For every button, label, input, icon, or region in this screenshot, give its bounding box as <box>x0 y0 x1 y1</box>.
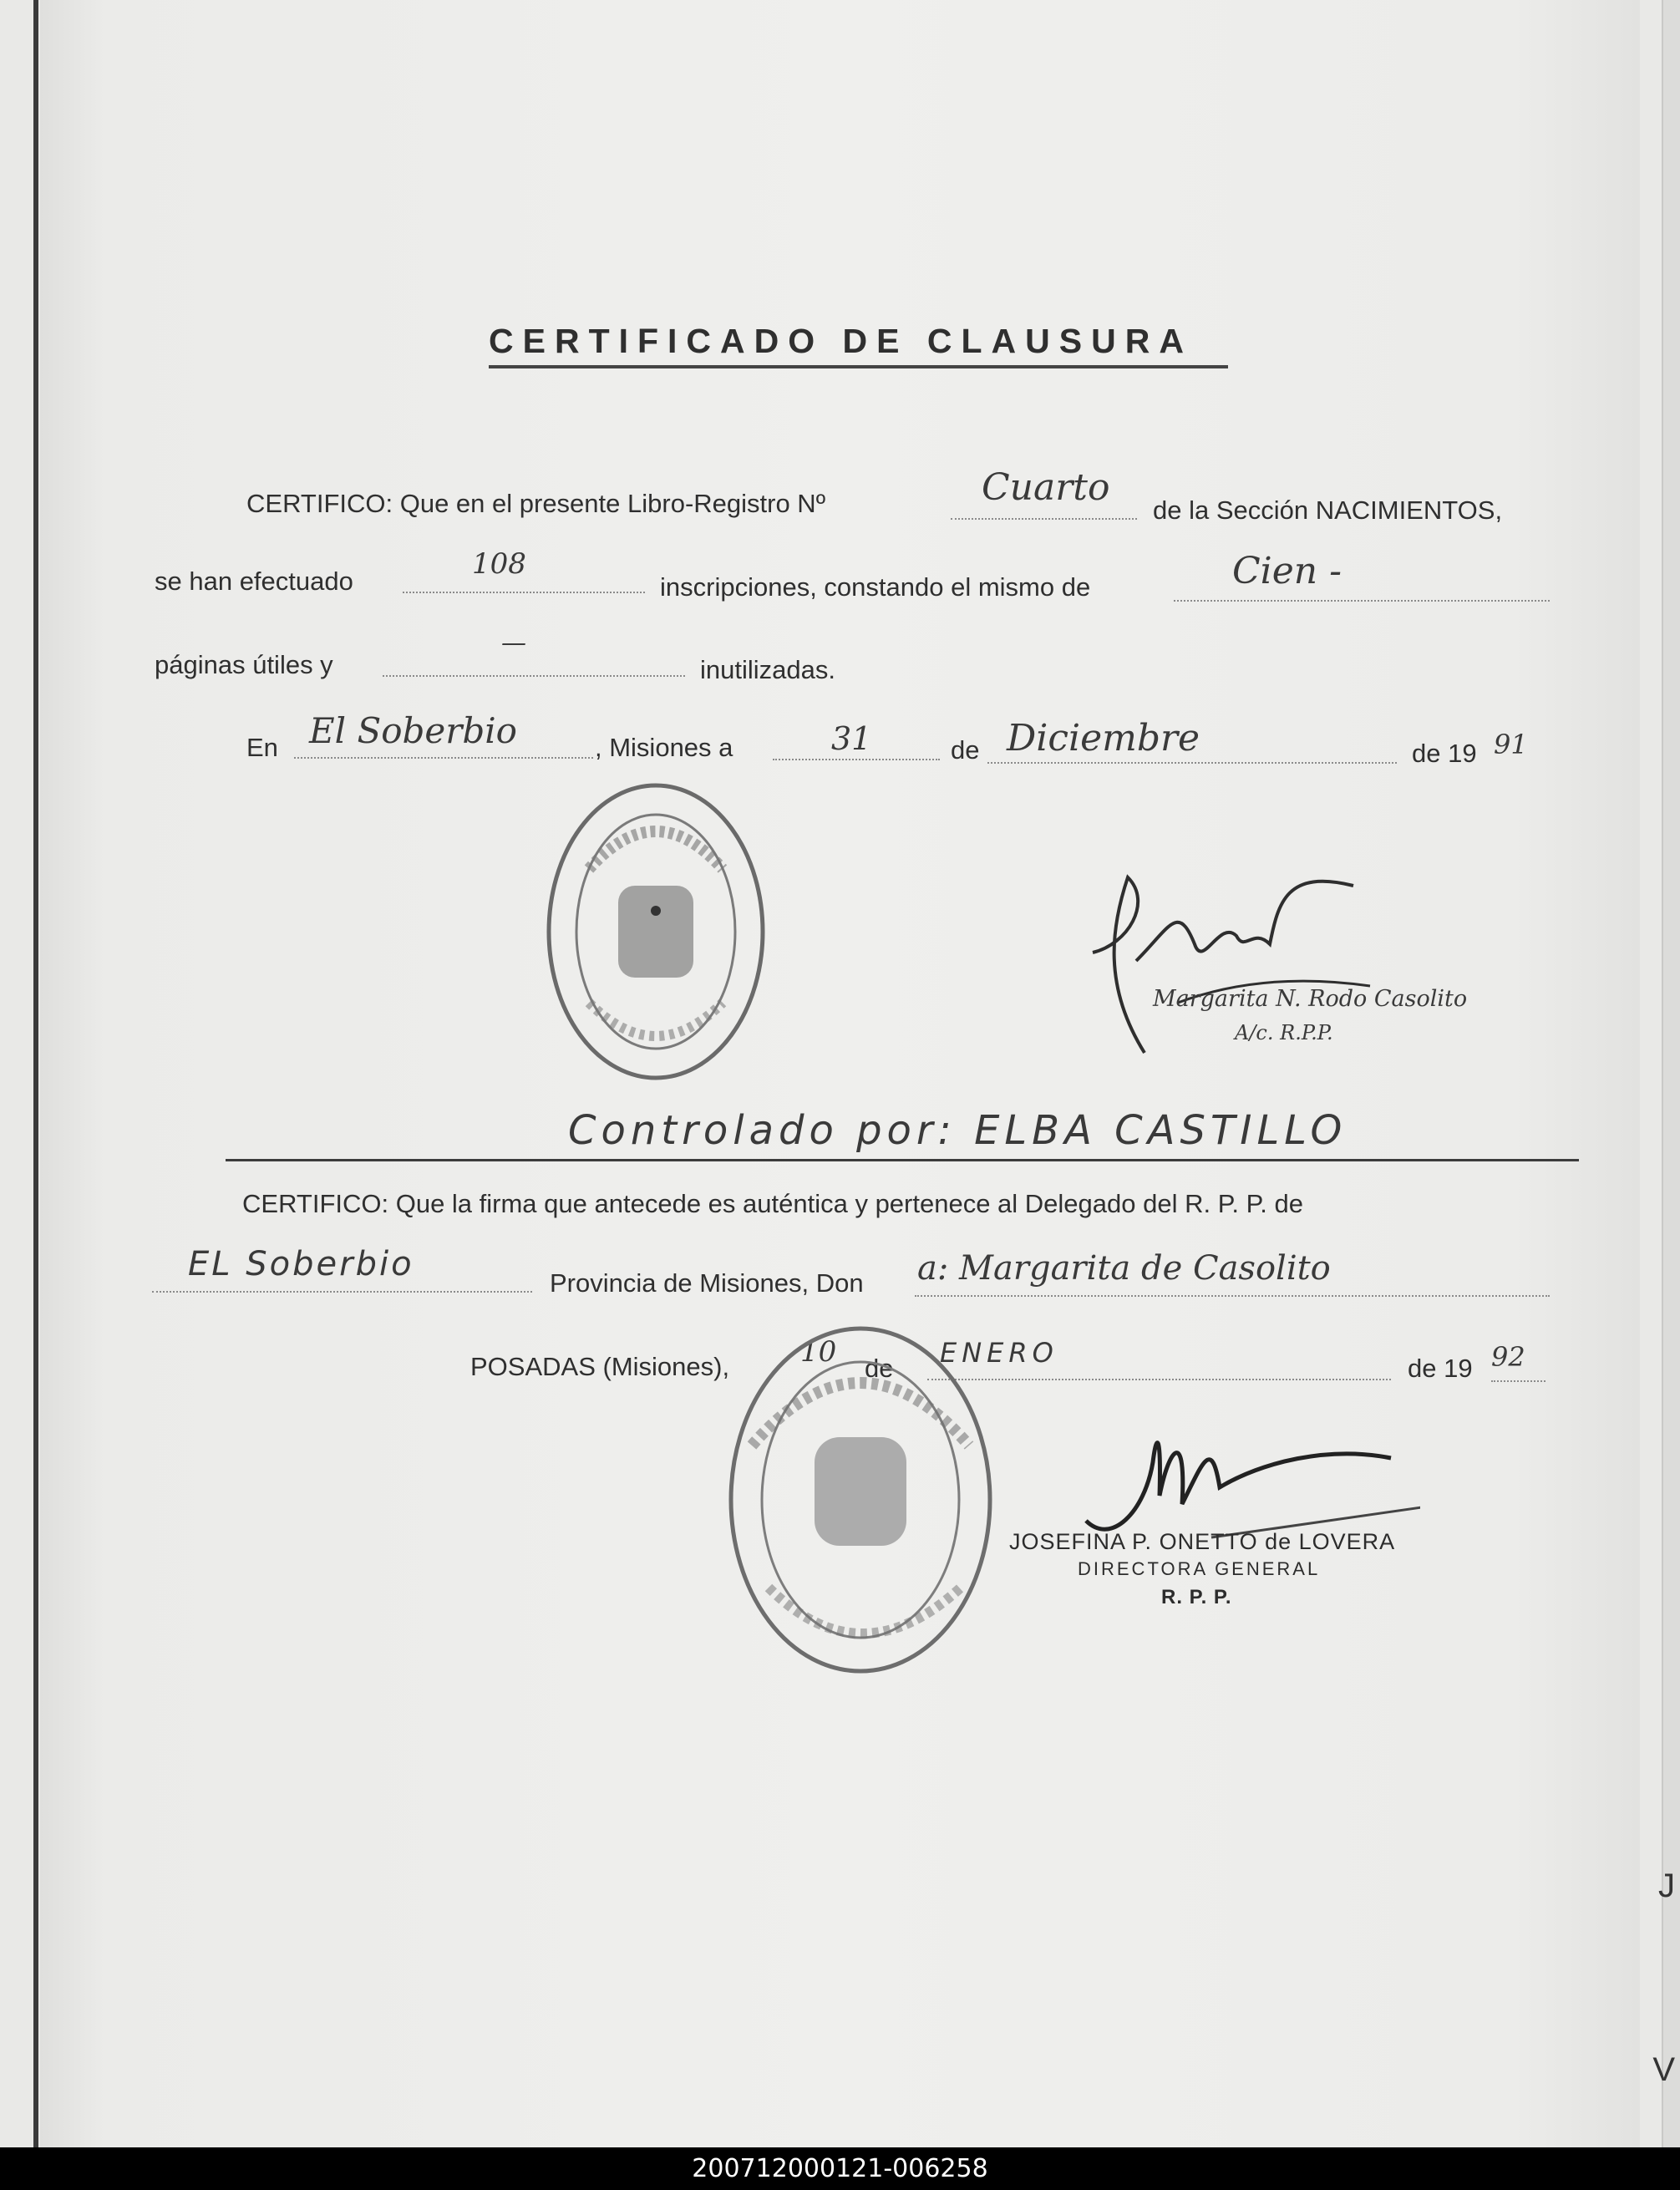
cert1-line2-text: se han efectuado <box>155 567 353 596</box>
cert1-line3-end: inutilizadas. <box>700 655 835 684</box>
cert1-year-prefix: de 19 <box>1412 739 1477 768</box>
blank-line <box>152 1291 532 1293</box>
archive-id: 200712000121-006258 <box>692 2154 988 2183</box>
page-right-edge <box>1662 0 1680 2147</box>
handwritten-month: Diciembre <box>1007 717 1200 760</box>
document-title: CERTIFICADO DE CLAUSURA <box>489 322 1193 360</box>
handwritten-year-2: 92 <box>1491 1341 1525 1373</box>
cert1-misiones: , Misiones a <box>595 733 733 762</box>
registry-seal-2 <box>718 1320 1002 1679</box>
blank-line <box>403 592 645 593</box>
blank-line <box>294 757 593 759</box>
director-title: DIRECTORA GENERAL <box>1078 1558 1321 1579</box>
blank-line <box>1174 600 1550 602</box>
delegate-signature <box>1078 852 1378 1070</box>
cert2-line2-text: Provincia de Misiones, Don <box>550 1268 864 1298</box>
handwritten-month-2: ENERO <box>940 1337 1058 1369</box>
cert1-de: de <box>951 735 980 765</box>
cert1-line3-text: páginas útiles y <box>155 650 333 679</box>
director-name: JOSEFINA P. ONETTO de LOVERA <box>1009 1529 1396 1554</box>
cert1-en: En <box>246 733 278 762</box>
cert2-line1-text: CERTIFICO: Que la firma que antecede es auténtica y pertenece al Delegado del R. P. P. de <box>242 1189 1304 1218</box>
title-underline <box>489 365 1228 368</box>
handwritten-day: 31 <box>831 720 872 757</box>
handwritten-delegate-role: A/c. R.P.P. <box>1235 1021 1333 1044</box>
blank-line <box>987 762 1397 764</box>
cert2-line3-text: POSADAS (Misiones), <box>470 1352 730 1381</box>
edge-mark: J <box>1658 1867 1675 1904</box>
blank-line <box>1491 1380 1545 1382</box>
separator-rule <box>226 1159 1579 1161</box>
cert1-line1-section: de la Sección NACIMIENTOS, <box>1153 495 1503 525</box>
blank-line <box>951 518 1137 520</box>
handwritten-controlled-by: Controlado por: ELBA CASTILLO <box>568 1107 1348 1154</box>
handwritten-pages: Cien - <box>1232 550 1342 592</box>
cert2-de: de <box>865 1354 894 1383</box>
handwritten-delegate-name: Margarita N. Rodo Casolito <box>1153 986 1468 1012</box>
blank-line <box>383 675 685 677</box>
blank-line <box>915 1295 1550 1297</box>
archive-id-bar <box>0 2147 1680 2190</box>
handwritten-day-2: 10 <box>800 1335 837 1369</box>
cert1-line2-mid: inscripciones, constando el mismo de <box>660 572 1091 602</box>
handwritten-book-number: Cuarto <box>982 466 1110 509</box>
handwritten-place-2: EL Soberbio <box>188 1245 414 1283</box>
edge-mark: V <box>1652 2051 1675 2088</box>
blank-line <box>773 759 940 760</box>
director-org: R. P. P. <box>1161 1586 1232 1608</box>
handwritten-year: 91 <box>1494 729 1528 760</box>
cert1-line1-text: CERTIFICO: Que en el presente Libro-Registro Nº <box>246 489 826 518</box>
handwritten-place: El Soberbio <box>309 710 517 751</box>
cert2-year-prefix: de 19 <box>1408 1354 1473 1383</box>
handwritten-dash: — <box>501 628 526 658</box>
book-spine <box>33 0 38 2147</box>
registry-seal-1 <box>539 777 773 1086</box>
handwritten-delegate-name-2: a: Margarita de Casolito <box>917 1249 1331 1288</box>
handwritten-inscriptions: 108 <box>472 547 526 581</box>
